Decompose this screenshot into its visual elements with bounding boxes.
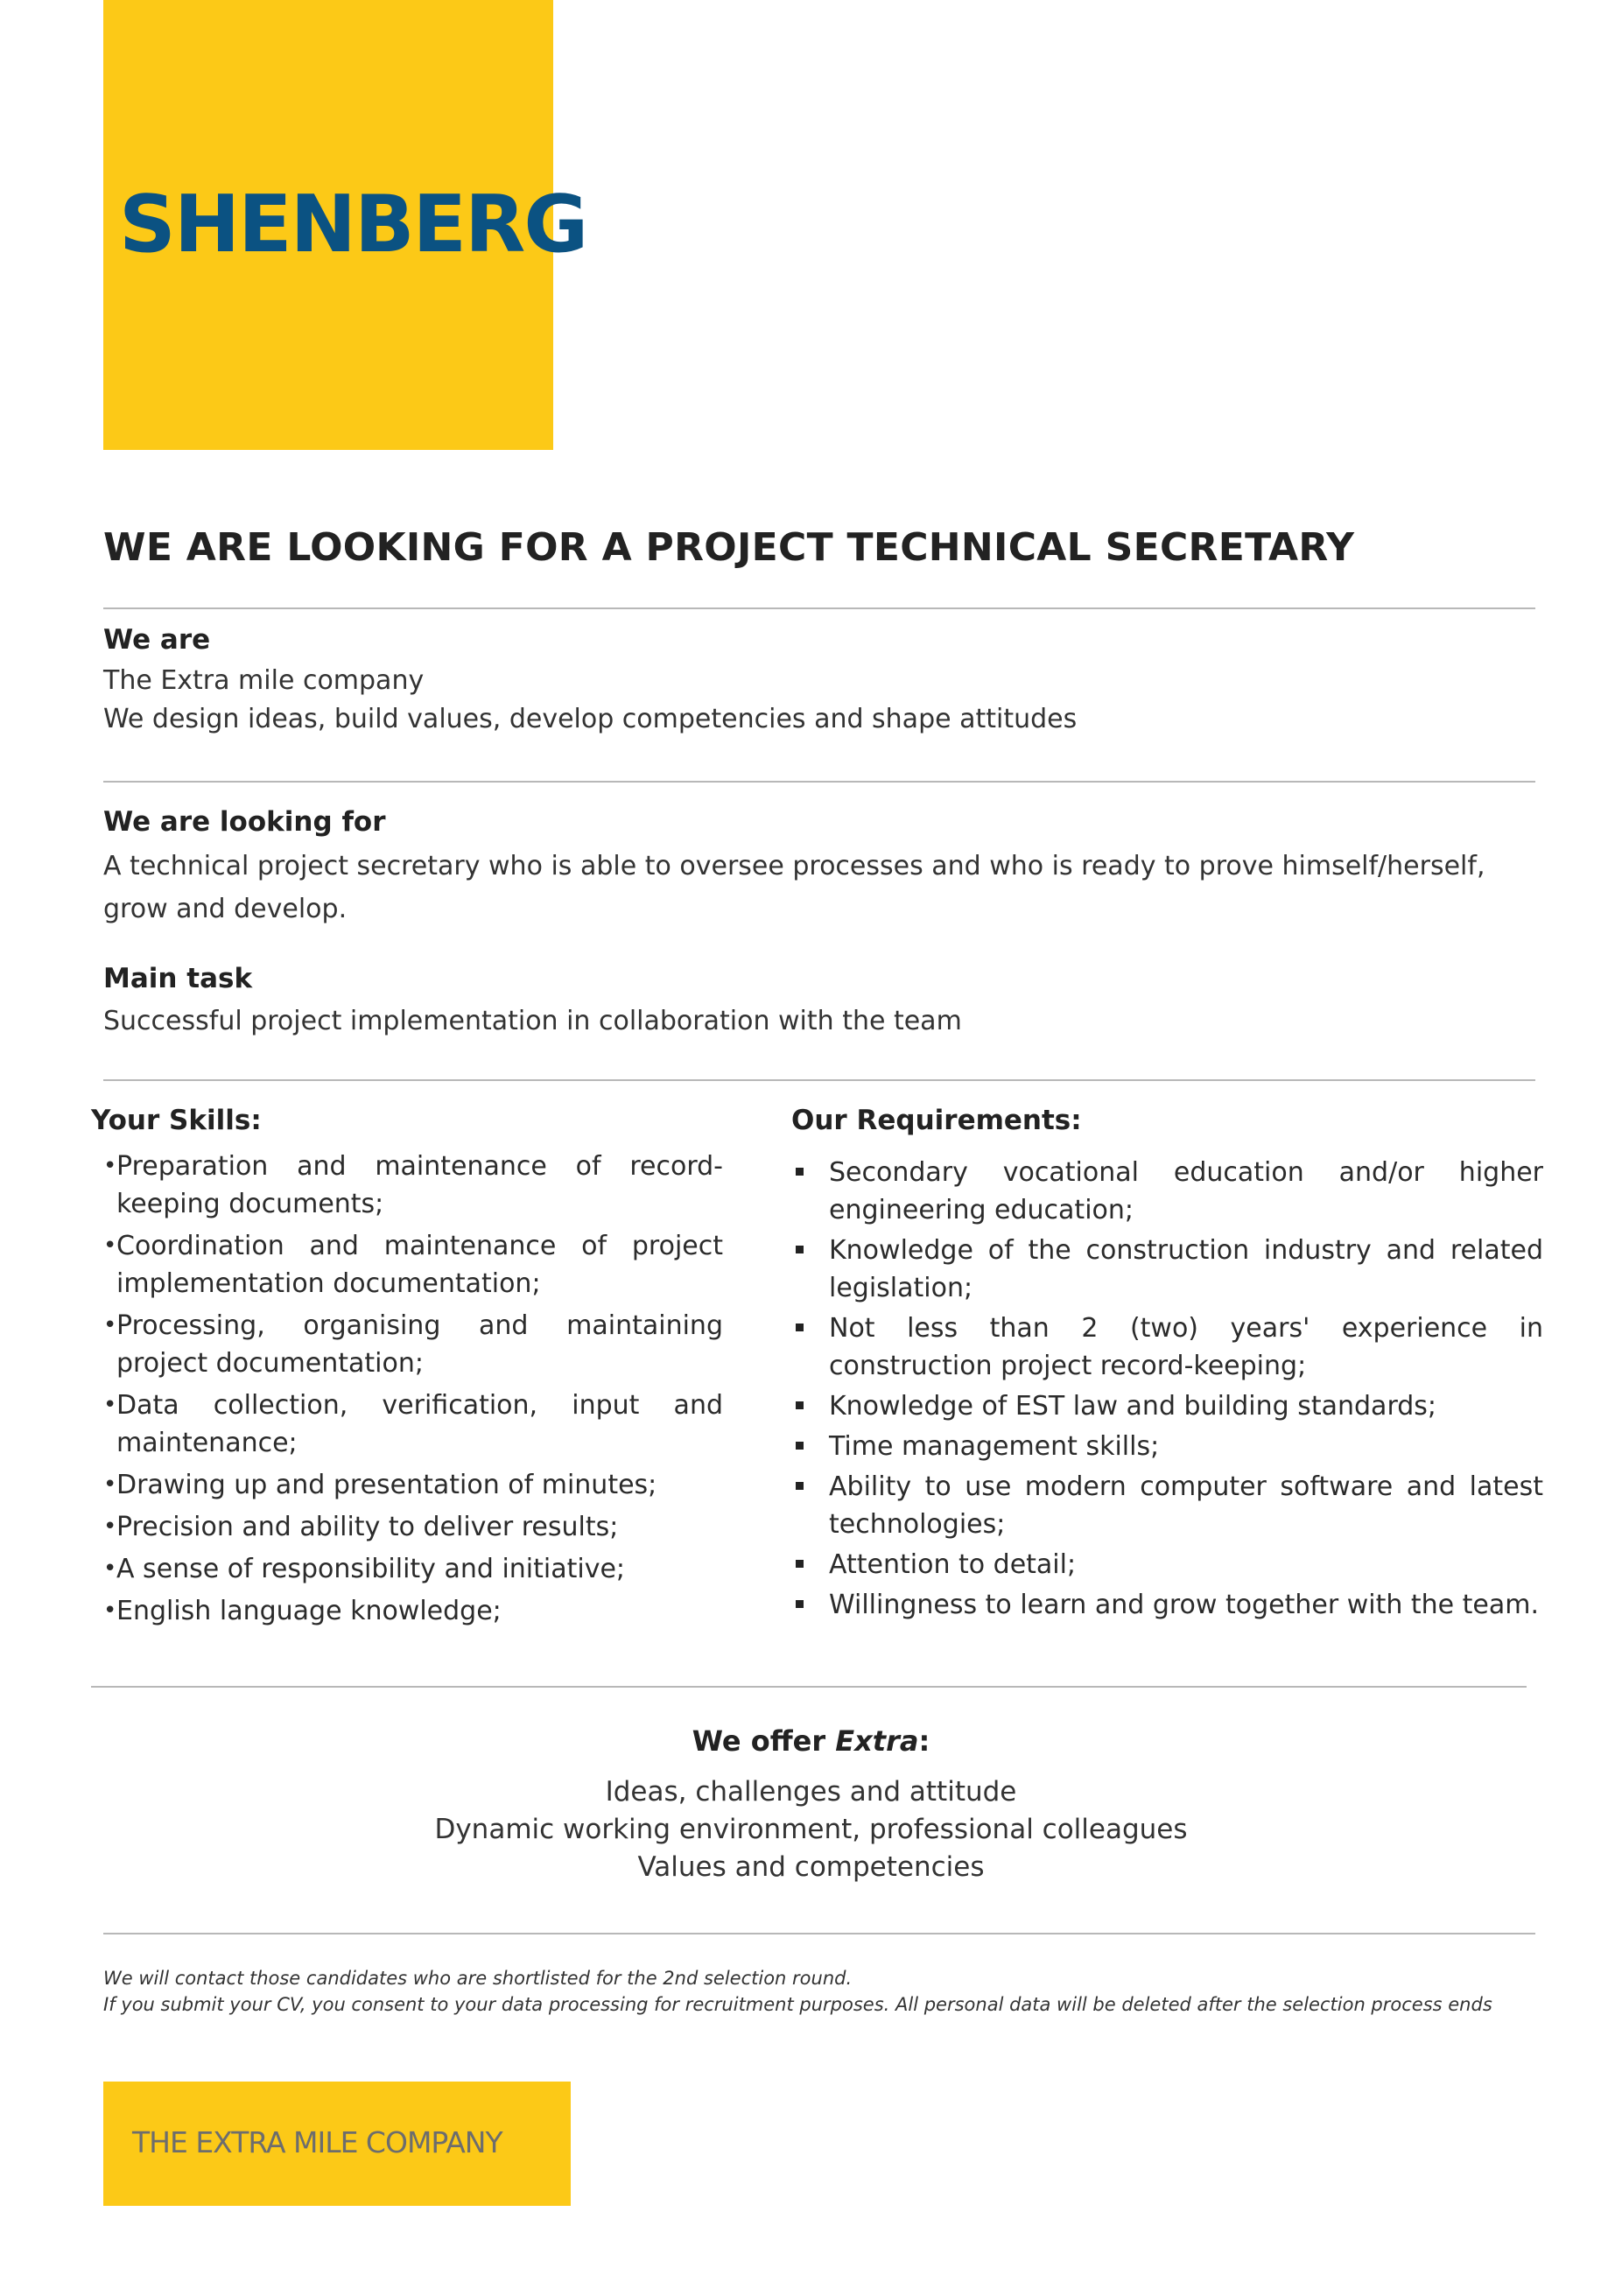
list-item: • Drawing up and presentation of minutes; (103, 1466, 723, 1504)
offer-heading-emphasis: Extra (835, 1724, 919, 1758)
we-are-line: We design ideas, build values, develop competencies and shape attitudes (103, 704, 1078, 734)
list-item: Time management skills; (829, 1428, 1543, 1465)
disclaimer-line: If you submit your CV, you consent to your data processing for recruitment purposes. All personal data will be deleted after the selection process ends (103, 1994, 1492, 2015)
offer-line: Ideas, challenges and attitude (605, 1776, 1017, 1808)
list-item: Willingness to learn and grow together with the team. (829, 1586, 1543, 1624)
footer-badge-text: THE EXTRA MILE COMPANY (132, 2125, 502, 2159)
page-title: WE ARE LOOKING FOR A PROJECT TECHNICAL SECRETARY (103, 525, 1355, 570)
divider (103, 607, 1535, 609)
list-item: • English language knowledge; (103, 1592, 723, 1630)
we-are-line: The Extra mile company (103, 665, 425, 696)
logo-block (103, 0, 587, 450)
divider (103, 1079, 1535, 1081)
skills-heading: Your Skills: (91, 1105, 262, 1136)
skills-list (103, 1148, 723, 1634)
divider (103, 1933, 1535, 1934)
logo-text: SHENBERG (119, 179, 587, 270)
list-item: • Coordination and maintenance of project implementation documentation; (103, 1227, 723, 1302)
list-item: Secondary vocational education and/or higher engineering education; (829, 1154, 1543, 1229)
divider (103, 781, 1535, 783)
list-item: Ability to use modern computer software and latest technologies; (829, 1468, 1543, 1543)
list-item: • Data collection, verification, input and maintenance; (103, 1387, 723, 1462)
disclaimer-line: We will contact those candidates who are shortlisted for the 2nd selection round. (103, 1968, 853, 1989)
offer-heading-suffix: : (918, 1724, 930, 1758)
list-item: • Preparation and maintenance of record-keeping documents; (103, 1148, 723, 1223)
looking-for-heading: We are looking for (103, 806, 386, 838)
looking-for-text: A technical project secretary who is able to oversee processes and who is ready to prove himself/herself, grow and develop. (103, 851, 1485, 924)
offer-line: Values and competencies (637, 1851, 985, 1883)
offer-heading-prefix: We offer (692, 1724, 836, 1758)
list-item: Knowledge of the construction industry and related legislation; (829, 1232, 1543, 1307)
list-item: • Processing, organising and maintaining project documentation; (103, 1307, 723, 1382)
requirements-heading: Our Requirements: (791, 1105, 1082, 1136)
divider (91, 1686, 1527, 1688)
list-item: Knowledge of EST law and building standards; (829, 1387, 1543, 1425)
we-are-heading: We are (103, 624, 211, 656)
offer-line: Dynamic working environment, professional colleagues (434, 1814, 1188, 1845)
footer-badge (103, 2082, 571, 2206)
list-item: • A sense of responsibility and initiative; (103, 1550, 723, 1588)
offer-heading (0, 1724, 1622, 1758)
list-item: Not less than 2 (two) years' experience in construction project record-keeping; (829, 1309, 1543, 1385)
requirements-list (829, 1154, 1543, 1626)
offer-lines (0, 1773, 1622, 1886)
list-item: • Precision and ability to deliver results; (103, 1508, 723, 1546)
disclaimer (103, 1965, 1492, 2018)
main-task-text: Successful project implementation in collaboration with the team (103, 1006, 962, 1036)
list-item: Attention to detail; (829, 1546, 1543, 1583)
main-task-heading: Main task (103, 963, 253, 994)
